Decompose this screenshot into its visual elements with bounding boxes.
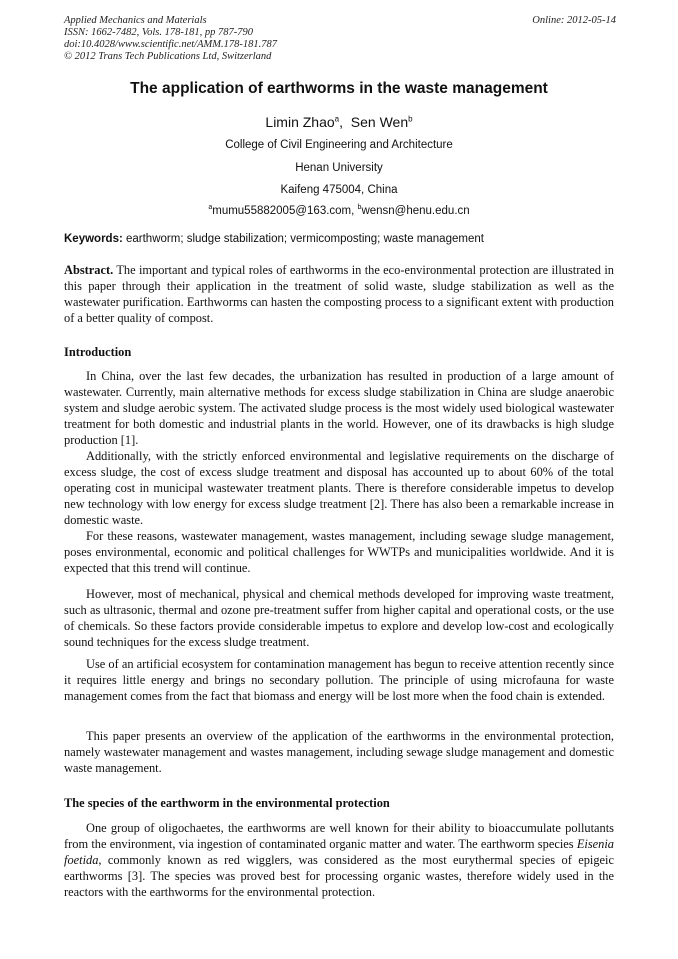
journal-header — [64, 15, 616, 63]
author-superscript: b — [408, 114, 413, 124]
paragraph: For these reasons, wastewater management, wastes management, including sewage sludge management, poses environmental, economic and political challenges for WWTPs and municipalities worldwide. And it is expected that this trend will continue. — [64, 529, 614, 575]
affiliation-line: Kaifeng 475004, China — [280, 184, 398, 196]
keywords-text: earthworm; sludge stabilization; vermicomposting; waste management — [122, 233, 484, 245]
abstract-text: The important and typical roles of earthworms in the eco-environmental protection are illustrated in this paper through their application in the treatment of solid waste, sludge stabilization as well as the wastewater purification. Earthworms can hasten the composting process to a significant extent with production of a better quality of compost. — [64, 263, 614, 325]
paragraph-text: One group of oligochaetes, the earthworms are well known for their ability to bioaccumulate pollutants from the environment, via ingestion of contaminated organic matter and water. The earthworm species — [64, 821, 614, 851]
section-heading: Introduction — [64, 345, 132, 359]
introduction-body-continued — [64, 586, 614, 650]
issn-line: ISSN: 1662-7482, Vols. 178-181, pp 787-790 — [64, 27, 253, 38]
introduction-body-continued — [64, 656, 614, 704]
species-body — [64, 820, 614, 900]
section-heading: The species of the earthworm in the environmental protection — [64, 796, 390, 810]
email-address: wensn@henu.edu.cn — [361, 204, 470, 217]
author-name: Sen Wen — [350, 114, 409, 130]
paragraph: However, most of mechanical, physical and chemical methods developed for improving waste treatment, such as ultrasonic, thermal and ozone pre-treatment suffer from higher capital and operational costs, or the use of chemicals. So these factors provide considerable impetus to explore and develop low-cost and ecologically sound techniques for the excess sludge treatment. — [64, 587, 614, 649]
author-line — [0, 114, 678, 130]
introduction-body-continued — [64, 728, 614, 776]
author-separator: , — [339, 114, 351, 130]
paragraph-text: , commonly known as red wigglers, was considered as the most eurythermal species of epigeic earthworms [3]. The species was proved best for processing organic wastes, therefore widely used in the reactors with the earthworms for the environmental protection. — [64, 853, 614, 899]
affiliation-line: College of Civil Engineering and Architecture — [225, 139, 453, 151]
species-name: Eisenia foetida — [64, 837, 614, 867]
keywords-line — [64, 233, 616, 245]
affiliation-line: Henan University — [295, 162, 383, 174]
paper-title: The application of earthworms in the waste management — [130, 80, 548, 97]
email-superscript: b — [357, 204, 362, 211]
keywords-label: Keywords: — [64, 233, 123, 245]
author-name: Limin Zhao — [265, 114, 335, 130]
paragraph: This paper presents an overview of the application of the earthworms in the environmental protection, namely wastewater management and wastes management, including sewage sludge management and domestic waste management. — [64, 729, 614, 775]
email-superscript: a — [208, 204, 213, 211]
paragraph: Use of an artificial ecosystem for contamination management has begun to receive attention recently since it requires little energy and brings no secondary pollution. The principle of using microfauna for waste management comes from the fact that biomass and energy will be lost more when the food chain is extended. — [64, 657, 614, 703]
paragraph — [64, 820, 614, 900]
email-address: mumu55882005@163.com, — [212, 204, 358, 217]
abstract-paragraph — [64, 262, 614, 326]
copyright-line: © 2012 Trans Tech Publications Ltd, Switzerland — [64, 51, 272, 62]
doi-line: doi:10.4028/www.scientific.net/AMM.178-181.787 — [64, 39, 277, 50]
abstract-label: Abstract. — [64, 263, 114, 277]
journal-name: Applied Mechanics and Materials — [64, 15, 207, 26]
author-superscript: a — [334, 114, 340, 124]
email-line — [0, 204, 678, 217]
paragraph: In China, over the last few decades, the urbanization has resulted in production of a large amount of wastewater. Currently, main alternative methods for excess sludge stabilization in China are sludge anaerobic system and sludge aerobic system. The activated sludge process is the most widely used biological wastewater treatment for both domestic and industrial plants in the world. However, one of its drawbacks is high sludge production [1]. — [64, 369, 614, 447]
paragraph: Additionally, with the strictly enforced environmental and legislative requirements on the discharge of excess sludge, the cost of excess sludge treatment and disposal has accounted up to about 60% of the total operating cost in municipal wastewater treatment plants. There is therefore considerable impetus to develop new technology with low energy for excess sludge treatment [2]. There has also been a remarkable increase in domestic waste. — [64, 449, 614, 527]
introduction-body — [64, 368, 614, 576]
online-date: Online: 2012-05-14 — [532, 15, 616, 26]
